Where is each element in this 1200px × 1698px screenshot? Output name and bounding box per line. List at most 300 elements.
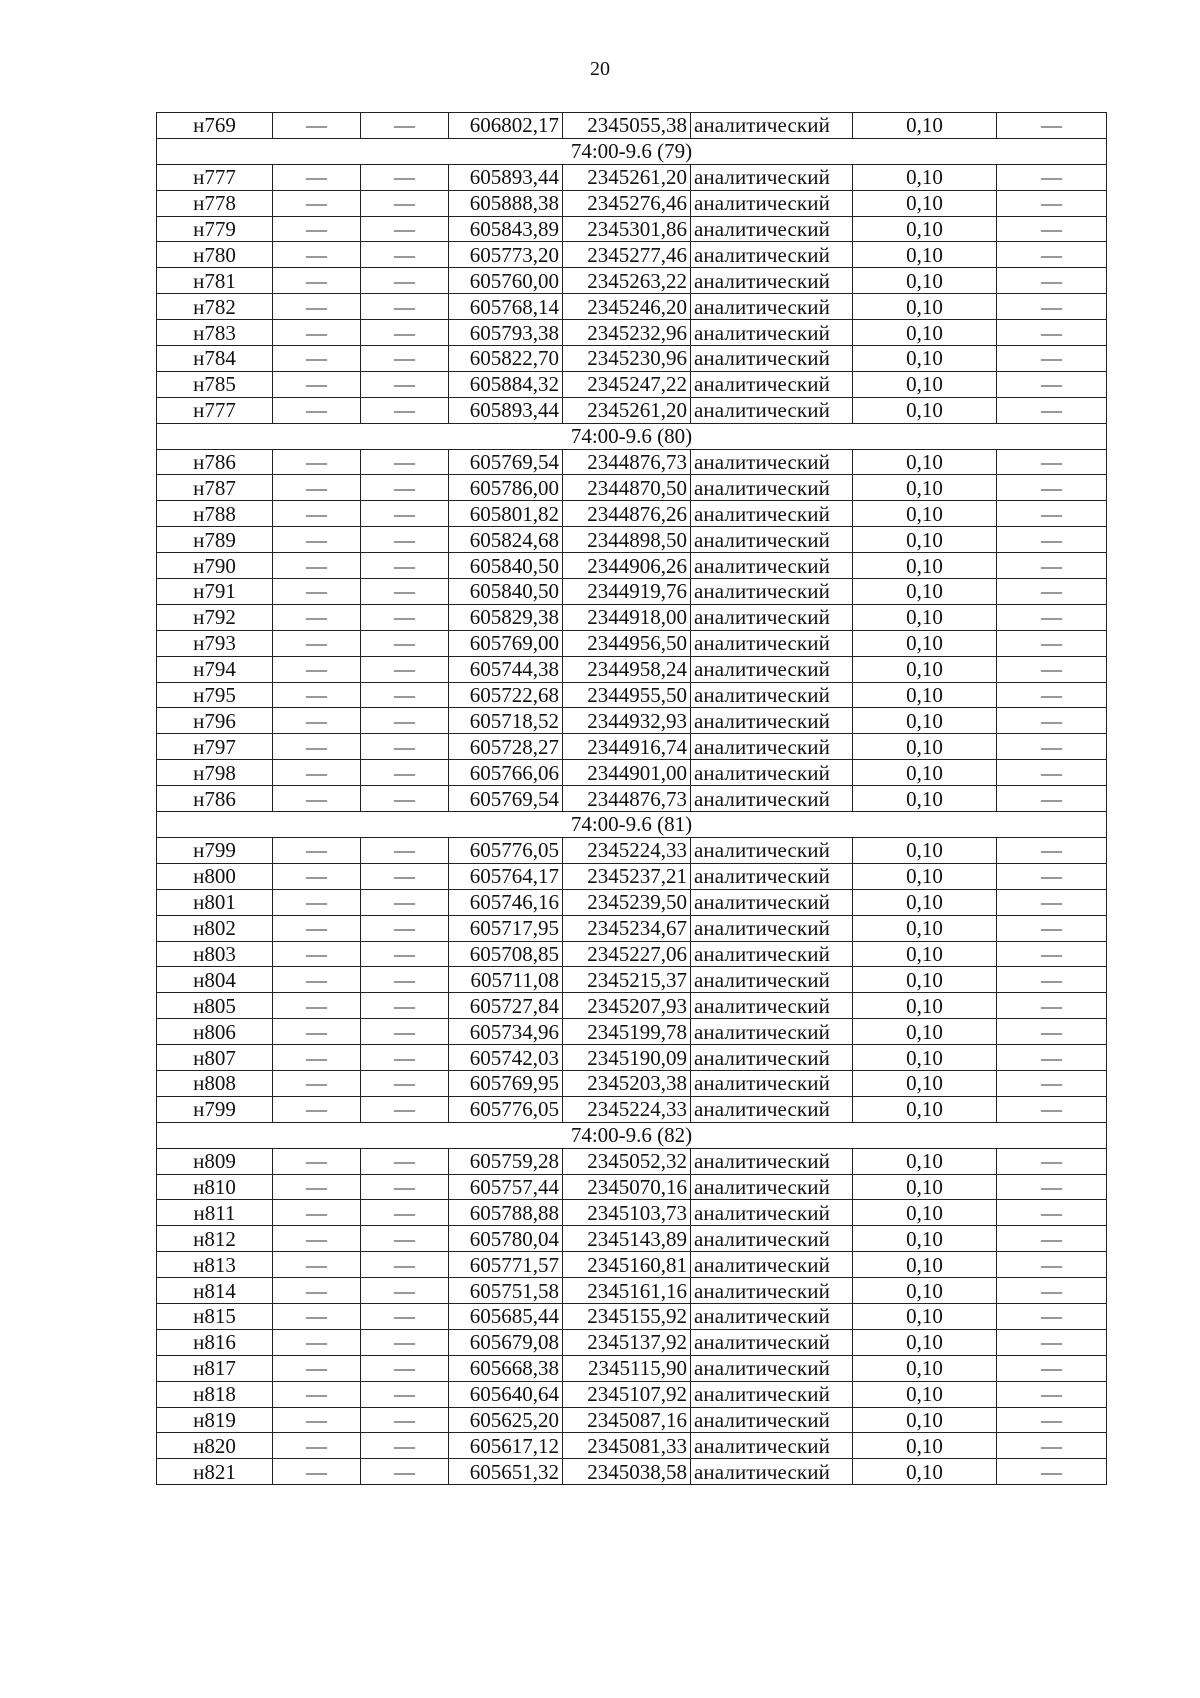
- dash-cell: —: [997, 708, 1107, 734]
- y-coordinate: 2344898,50: [563, 527, 691, 553]
- y-coordinate: 2345215,37: [563, 967, 691, 993]
- dash-cell: —: [361, 993, 449, 1019]
- y-coordinate: 2344876,73: [563, 449, 691, 475]
- accuracy-cell: 0,10: [853, 1407, 997, 1433]
- y-coordinate: 2345246,20: [563, 294, 691, 320]
- dash-cell: —: [273, 579, 361, 605]
- point-name: н794: [157, 656, 273, 682]
- dash-cell: —: [997, 630, 1107, 656]
- accuracy-cell: 0,10: [853, 346, 997, 372]
- dash-cell: —: [997, 656, 1107, 682]
- dash-cell: —: [273, 604, 361, 630]
- x-coordinate: 605893,44: [449, 164, 563, 190]
- point-name: н804: [157, 967, 273, 993]
- method-cell: аналитический: [691, 190, 853, 216]
- dash-cell: —: [361, 1407, 449, 1433]
- dash-cell: —: [273, 475, 361, 501]
- table-row: [157, 786, 1107, 812]
- x-coordinate: 605727,84: [449, 993, 563, 1019]
- dash-cell: —: [273, 164, 361, 190]
- accuracy-cell: 0,10: [853, 967, 997, 993]
- x-coordinate: 605893,44: [449, 397, 563, 423]
- x-coordinate: 605757,44: [449, 1174, 563, 1200]
- dash-cell: —: [273, 449, 361, 475]
- dash-cell: —: [997, 527, 1107, 553]
- dash-cell: —: [361, 656, 449, 682]
- x-coordinate: 605801,82: [449, 501, 563, 527]
- point-name: н812: [157, 1226, 273, 1252]
- y-coordinate: 2344932,93: [563, 708, 691, 734]
- method-cell: аналитический: [691, 863, 853, 889]
- point-name: н799: [157, 1096, 273, 1122]
- point-name: н786: [157, 786, 273, 812]
- dash-cell: —: [273, 786, 361, 812]
- x-coordinate: 605728,27: [449, 734, 563, 760]
- method-cell: аналитический: [691, 1070, 853, 1096]
- y-coordinate: 2345207,93: [563, 993, 691, 1019]
- point-name: н807: [157, 1045, 273, 1071]
- accuracy-cell: 0,10: [853, 527, 997, 553]
- y-coordinate: 2345224,33: [563, 837, 691, 863]
- method-cell: аналитический: [691, 475, 853, 501]
- method-cell: аналитический: [691, 1381, 853, 1407]
- accuracy-cell: 0,10: [853, 1226, 997, 1252]
- table-row: [157, 501, 1107, 527]
- dash-cell: —: [273, 1303, 361, 1329]
- method-cell: аналитический: [691, 1096, 853, 1122]
- y-coordinate: 2345070,16: [563, 1174, 691, 1200]
- method-cell: аналитический: [691, 837, 853, 863]
- dash-cell: —: [273, 190, 361, 216]
- dash-cell: —: [997, 501, 1107, 527]
- x-coordinate: 605717,95: [449, 915, 563, 941]
- y-coordinate: 2345230,96: [563, 346, 691, 372]
- table-row: [157, 1459, 1107, 1485]
- y-coordinate: 2345155,92: [563, 1303, 691, 1329]
- dash-cell: —: [997, 397, 1107, 423]
- dash-cell: —: [361, 837, 449, 863]
- dash-cell: —: [997, 604, 1107, 630]
- table-row: [157, 863, 1107, 889]
- dash-cell: —: [997, 1459, 1107, 1485]
- dash-cell: —: [997, 1174, 1107, 1200]
- dash-cell: —: [361, 682, 449, 708]
- point-name: н810: [157, 1174, 273, 1200]
- dash-cell: —: [273, 734, 361, 760]
- dash-cell: —: [997, 734, 1107, 760]
- dash-cell: —: [361, 1252, 449, 1278]
- table-row: [157, 993, 1107, 1019]
- y-coordinate: 2345234,67: [563, 915, 691, 941]
- dash-cell: —: [361, 449, 449, 475]
- dash-cell: —: [273, 1459, 361, 1485]
- dash-cell: —: [361, 863, 449, 889]
- dash-cell: —: [361, 1459, 449, 1485]
- table-row: [157, 1433, 1107, 1459]
- accuracy-cell: 0,10: [853, 1174, 997, 1200]
- dash-cell: —: [997, 889, 1107, 915]
- y-coordinate: 2344901,00: [563, 760, 691, 786]
- accuracy-cell: 0,10: [853, 915, 997, 941]
- dash-cell: —: [997, 1200, 1107, 1226]
- dash-cell: —: [361, 294, 449, 320]
- dash-cell: —: [997, 1226, 1107, 1252]
- dash-cell: —: [997, 346, 1107, 372]
- section-title: 74:00-9.6 (79): [157, 138, 1107, 164]
- dash-cell: —: [997, 786, 1107, 812]
- x-coordinate: 605742,03: [449, 1045, 563, 1071]
- table-row: [157, 915, 1107, 941]
- accuracy-cell: 0,10: [853, 1019, 997, 1045]
- dash-cell: —: [361, 941, 449, 967]
- method-cell: аналитический: [691, 1303, 853, 1329]
- dash-cell: —: [997, 1278, 1107, 1304]
- dash-cell: —: [997, 190, 1107, 216]
- point-name: н818: [157, 1381, 273, 1407]
- x-coordinate: 605764,17: [449, 863, 563, 889]
- table-row: [157, 1252, 1107, 1278]
- dash-cell: —: [361, 786, 449, 812]
- dash-cell: —: [273, 656, 361, 682]
- dash-cell: —: [361, 320, 449, 346]
- table-row: [157, 760, 1107, 786]
- accuracy-cell: 0,10: [853, 242, 997, 268]
- method-cell: аналитический: [691, 449, 853, 475]
- dash-cell: —: [997, 320, 1107, 346]
- dash-cell: —: [361, 1355, 449, 1381]
- x-coordinate: 605769,54: [449, 786, 563, 812]
- point-name: н792: [157, 604, 273, 630]
- table-row: [157, 1303, 1107, 1329]
- x-coordinate: 605771,57: [449, 1252, 563, 1278]
- accuracy-cell: 0,10: [853, 941, 997, 967]
- point-name: н811: [157, 1200, 273, 1226]
- accuracy-cell: 0,10: [853, 656, 997, 682]
- dash-cell: —: [273, 889, 361, 915]
- dash-cell: —: [997, 682, 1107, 708]
- point-name: н781: [157, 268, 273, 294]
- y-coordinate: 2345161,16: [563, 1278, 691, 1304]
- dash-cell: —: [273, 268, 361, 294]
- table-row: [157, 397, 1107, 423]
- table-row: [157, 527, 1107, 553]
- dash-cell: —: [361, 475, 449, 501]
- point-name: н791: [157, 579, 273, 605]
- accuracy-cell: 0,10: [853, 1045, 997, 1071]
- accuracy-cell: 0,10: [853, 475, 997, 501]
- y-coordinate: 2345137,92: [563, 1329, 691, 1355]
- accuracy-cell: 0,10: [853, 837, 997, 863]
- y-coordinate: 2344955,50: [563, 682, 691, 708]
- page-number: 20: [590, 58, 610, 80]
- x-coordinate: 605718,52: [449, 708, 563, 734]
- x-coordinate: 605685,44: [449, 1303, 563, 1329]
- accuracy-cell: 0,10: [853, 1329, 997, 1355]
- y-coordinate: 2345190,09: [563, 1045, 691, 1071]
- x-coordinate: 605824,68: [449, 527, 563, 553]
- table-row: [157, 320, 1107, 346]
- table-row: [157, 1019, 1107, 1045]
- method-cell: аналитический: [691, 941, 853, 967]
- dash-cell: —: [273, 1200, 361, 1226]
- point-name: н817: [157, 1355, 273, 1381]
- x-coordinate: 605793,38: [449, 320, 563, 346]
- y-coordinate: 2345081,33: [563, 1433, 691, 1459]
- dash-cell: —: [361, 501, 449, 527]
- dash-cell: —: [273, 1174, 361, 1200]
- accuracy-cell: 0,10: [853, 604, 997, 630]
- point-name: н777: [157, 397, 273, 423]
- method-cell: аналитический: [691, 915, 853, 941]
- x-coordinate: 605746,16: [449, 889, 563, 915]
- y-coordinate: 2345239,50: [563, 889, 691, 915]
- method-cell: аналитический: [691, 216, 853, 242]
- y-coordinate: 2344916,74: [563, 734, 691, 760]
- dash-cell: —: [361, 579, 449, 605]
- dash-cell: —: [361, 1433, 449, 1459]
- accuracy-cell: 0,10: [853, 734, 997, 760]
- method-cell: аналитический: [691, 1174, 853, 1200]
- dash-cell: —: [273, 1252, 361, 1278]
- dash-cell: —: [997, 242, 1107, 268]
- dash-cell: —: [997, 294, 1107, 320]
- point-name: н784: [157, 346, 273, 372]
- dash-cell: —: [361, 708, 449, 734]
- y-coordinate: 2345203,38: [563, 1070, 691, 1096]
- dash-cell: —: [361, 915, 449, 941]
- dash-cell: —: [273, 397, 361, 423]
- table-row: [157, 164, 1107, 190]
- dash-cell: —: [997, 1355, 1107, 1381]
- x-coordinate: 605773,20: [449, 242, 563, 268]
- dash-cell: —: [361, 216, 449, 242]
- point-name: н787: [157, 475, 273, 501]
- x-coordinate: 605640,64: [449, 1381, 563, 1407]
- dash-cell: —: [997, 1096, 1107, 1122]
- section-header-row: [157, 138, 1107, 164]
- accuracy-cell: 0,10: [853, 708, 997, 734]
- dash-cell: —: [361, 1381, 449, 1407]
- x-coordinate: 605840,50: [449, 553, 563, 579]
- point-name: н780: [157, 242, 273, 268]
- dash-cell: —: [997, 1148, 1107, 1174]
- method-cell: аналитический: [691, 630, 853, 656]
- dash-cell: —: [997, 1303, 1107, 1329]
- y-coordinate: 2345247,22: [563, 371, 691, 397]
- accuracy-cell: 0,10: [853, 1148, 997, 1174]
- point-name: н820: [157, 1433, 273, 1459]
- method-cell: аналитический: [691, 786, 853, 812]
- x-coordinate: 605744,38: [449, 656, 563, 682]
- dash-cell: —: [273, 113, 361, 139]
- method-cell: аналитический: [691, 760, 853, 786]
- x-coordinate: 605708,85: [449, 941, 563, 967]
- x-coordinate: 605829,38: [449, 604, 563, 630]
- dash-cell: —: [361, 1045, 449, 1071]
- dash-cell: —: [273, 837, 361, 863]
- dash-cell: —: [997, 1433, 1107, 1459]
- point-name: н786: [157, 449, 273, 475]
- dash-cell: —: [361, 190, 449, 216]
- dash-cell: —: [361, 630, 449, 656]
- dash-cell: —: [273, 1070, 361, 1096]
- x-coordinate: 605786,00: [449, 475, 563, 501]
- method-cell: аналитический: [691, 734, 853, 760]
- dash-cell: —: [997, 760, 1107, 786]
- dash-cell: —: [361, 553, 449, 579]
- dash-cell: —: [997, 1329, 1107, 1355]
- dash-cell: —: [273, 1045, 361, 1071]
- dash-cell: —: [361, 1303, 449, 1329]
- method-cell: аналитический: [691, 527, 853, 553]
- dash-cell: —: [273, 216, 361, 242]
- point-name: н809: [157, 1148, 273, 1174]
- dash-cell: —: [997, 371, 1107, 397]
- point-name: н821: [157, 1459, 273, 1485]
- dash-cell: —: [361, 527, 449, 553]
- dash-cell: —: [361, 734, 449, 760]
- table-row: [157, 1381, 1107, 1407]
- y-coordinate: 2344918,00: [563, 604, 691, 630]
- point-name: н796: [157, 708, 273, 734]
- point-name: н815: [157, 1303, 273, 1329]
- method-cell: аналитический: [691, 708, 853, 734]
- accuracy-cell: 0,10: [853, 113, 997, 139]
- table-body: [157, 113, 1107, 1485]
- dash-cell: —: [997, 553, 1107, 579]
- dash-cell: —: [273, 501, 361, 527]
- method-cell: аналитический: [691, 1407, 853, 1433]
- accuracy-cell: 0,10: [853, 320, 997, 346]
- x-coordinate: 605769,95: [449, 1070, 563, 1096]
- method-cell: аналитический: [691, 1355, 853, 1381]
- point-name: н785: [157, 371, 273, 397]
- y-coordinate: 2344919,76: [563, 579, 691, 605]
- section-header-row: [157, 812, 1107, 838]
- y-coordinate: 2345160,81: [563, 1252, 691, 1278]
- dash-cell: —: [273, 993, 361, 1019]
- dash-cell: —: [997, 1070, 1107, 1096]
- point-name: н805: [157, 993, 273, 1019]
- point-name: н803: [157, 941, 273, 967]
- x-coordinate: 605766,06: [449, 760, 563, 786]
- y-coordinate: 2344906,26: [563, 553, 691, 579]
- coordinates-table: [156, 112, 1107, 1485]
- x-coordinate: 605759,28: [449, 1148, 563, 1174]
- accuracy-cell: 0,10: [853, 449, 997, 475]
- section-title: 74:00-9.6 (82): [157, 1122, 1107, 1148]
- y-coordinate: 2345261,20: [563, 397, 691, 423]
- method-cell: аналитический: [691, 1200, 853, 1226]
- x-coordinate: 605769,54: [449, 449, 563, 475]
- point-name: н789: [157, 527, 273, 553]
- table-row: [157, 1355, 1107, 1381]
- method-cell: аналитический: [691, 604, 853, 630]
- dash-cell: —: [273, 1433, 361, 1459]
- y-coordinate: 2345263,22: [563, 268, 691, 294]
- dash-cell: —: [273, 630, 361, 656]
- y-coordinate: 2344876,26: [563, 501, 691, 527]
- dash-cell: —: [997, 941, 1107, 967]
- x-coordinate: 605722,68: [449, 682, 563, 708]
- dash-cell: —: [997, 579, 1107, 605]
- dash-cell: —: [273, 527, 361, 553]
- dash-cell: —: [361, 604, 449, 630]
- dash-cell: —: [997, 1019, 1107, 1045]
- y-coordinate: 2344956,50: [563, 630, 691, 656]
- accuracy-cell: 0,10: [853, 1200, 997, 1226]
- point-name: н802: [157, 915, 273, 941]
- table-row: [157, 449, 1107, 475]
- x-coordinate: 605788,88: [449, 1200, 563, 1226]
- y-coordinate: 2345115,90: [563, 1355, 691, 1381]
- point-name: н782: [157, 294, 273, 320]
- method-cell: аналитический: [691, 889, 853, 915]
- dash-cell: —: [273, 294, 361, 320]
- table-row: [157, 346, 1107, 372]
- table-row: [157, 604, 1107, 630]
- dash-cell: —: [361, 397, 449, 423]
- x-coordinate: 605625,20: [449, 1407, 563, 1433]
- dash-cell: —: [361, 346, 449, 372]
- point-name: н783: [157, 320, 273, 346]
- dash-cell: —: [273, 1019, 361, 1045]
- dash-cell: —: [997, 915, 1107, 941]
- accuracy-cell: 0,10: [853, 682, 997, 708]
- dash-cell: —: [361, 760, 449, 786]
- x-coordinate: 605840,50: [449, 579, 563, 605]
- dash-cell: —: [997, 967, 1107, 993]
- method-cell: аналитический: [691, 1148, 853, 1174]
- method-cell: аналитический: [691, 501, 853, 527]
- y-coordinate: 2345107,92: [563, 1381, 691, 1407]
- method-cell: аналитический: [691, 164, 853, 190]
- dash-cell: —: [361, 242, 449, 268]
- dash-cell: —: [997, 113, 1107, 139]
- table-row: [157, 889, 1107, 915]
- table-row: [157, 113, 1107, 139]
- accuracy-cell: 0,10: [853, 889, 997, 915]
- method-cell: аналитический: [691, 1329, 853, 1355]
- accuracy-cell: 0,10: [853, 268, 997, 294]
- accuracy-cell: 0,10: [853, 164, 997, 190]
- y-coordinate: 2344870,50: [563, 475, 691, 501]
- dash-cell: —: [361, 889, 449, 915]
- table-row: [157, 190, 1107, 216]
- dash-cell: —: [997, 1381, 1107, 1407]
- accuracy-cell: 0,10: [853, 1355, 997, 1381]
- method-cell: аналитический: [691, 967, 853, 993]
- table-row: [157, 837, 1107, 863]
- accuracy-cell: 0,10: [853, 1252, 997, 1278]
- table-row: [157, 967, 1107, 993]
- table-row: [157, 734, 1107, 760]
- dash-cell: —: [273, 1278, 361, 1304]
- section-header-row: [157, 423, 1107, 449]
- y-coordinate: 2345276,46: [563, 190, 691, 216]
- y-coordinate: 2345237,21: [563, 863, 691, 889]
- x-coordinate: 605760,00: [449, 268, 563, 294]
- dash-cell: —: [273, 863, 361, 889]
- point-name: н801: [157, 889, 273, 915]
- table-row: [157, 1174, 1107, 1200]
- point-name: н819: [157, 1407, 273, 1433]
- y-coordinate: 2344958,24: [563, 656, 691, 682]
- x-coordinate: 605884,32: [449, 371, 563, 397]
- dash-cell: —: [273, 1226, 361, 1252]
- table-row: [157, 371, 1107, 397]
- y-coordinate: 2345301,86: [563, 216, 691, 242]
